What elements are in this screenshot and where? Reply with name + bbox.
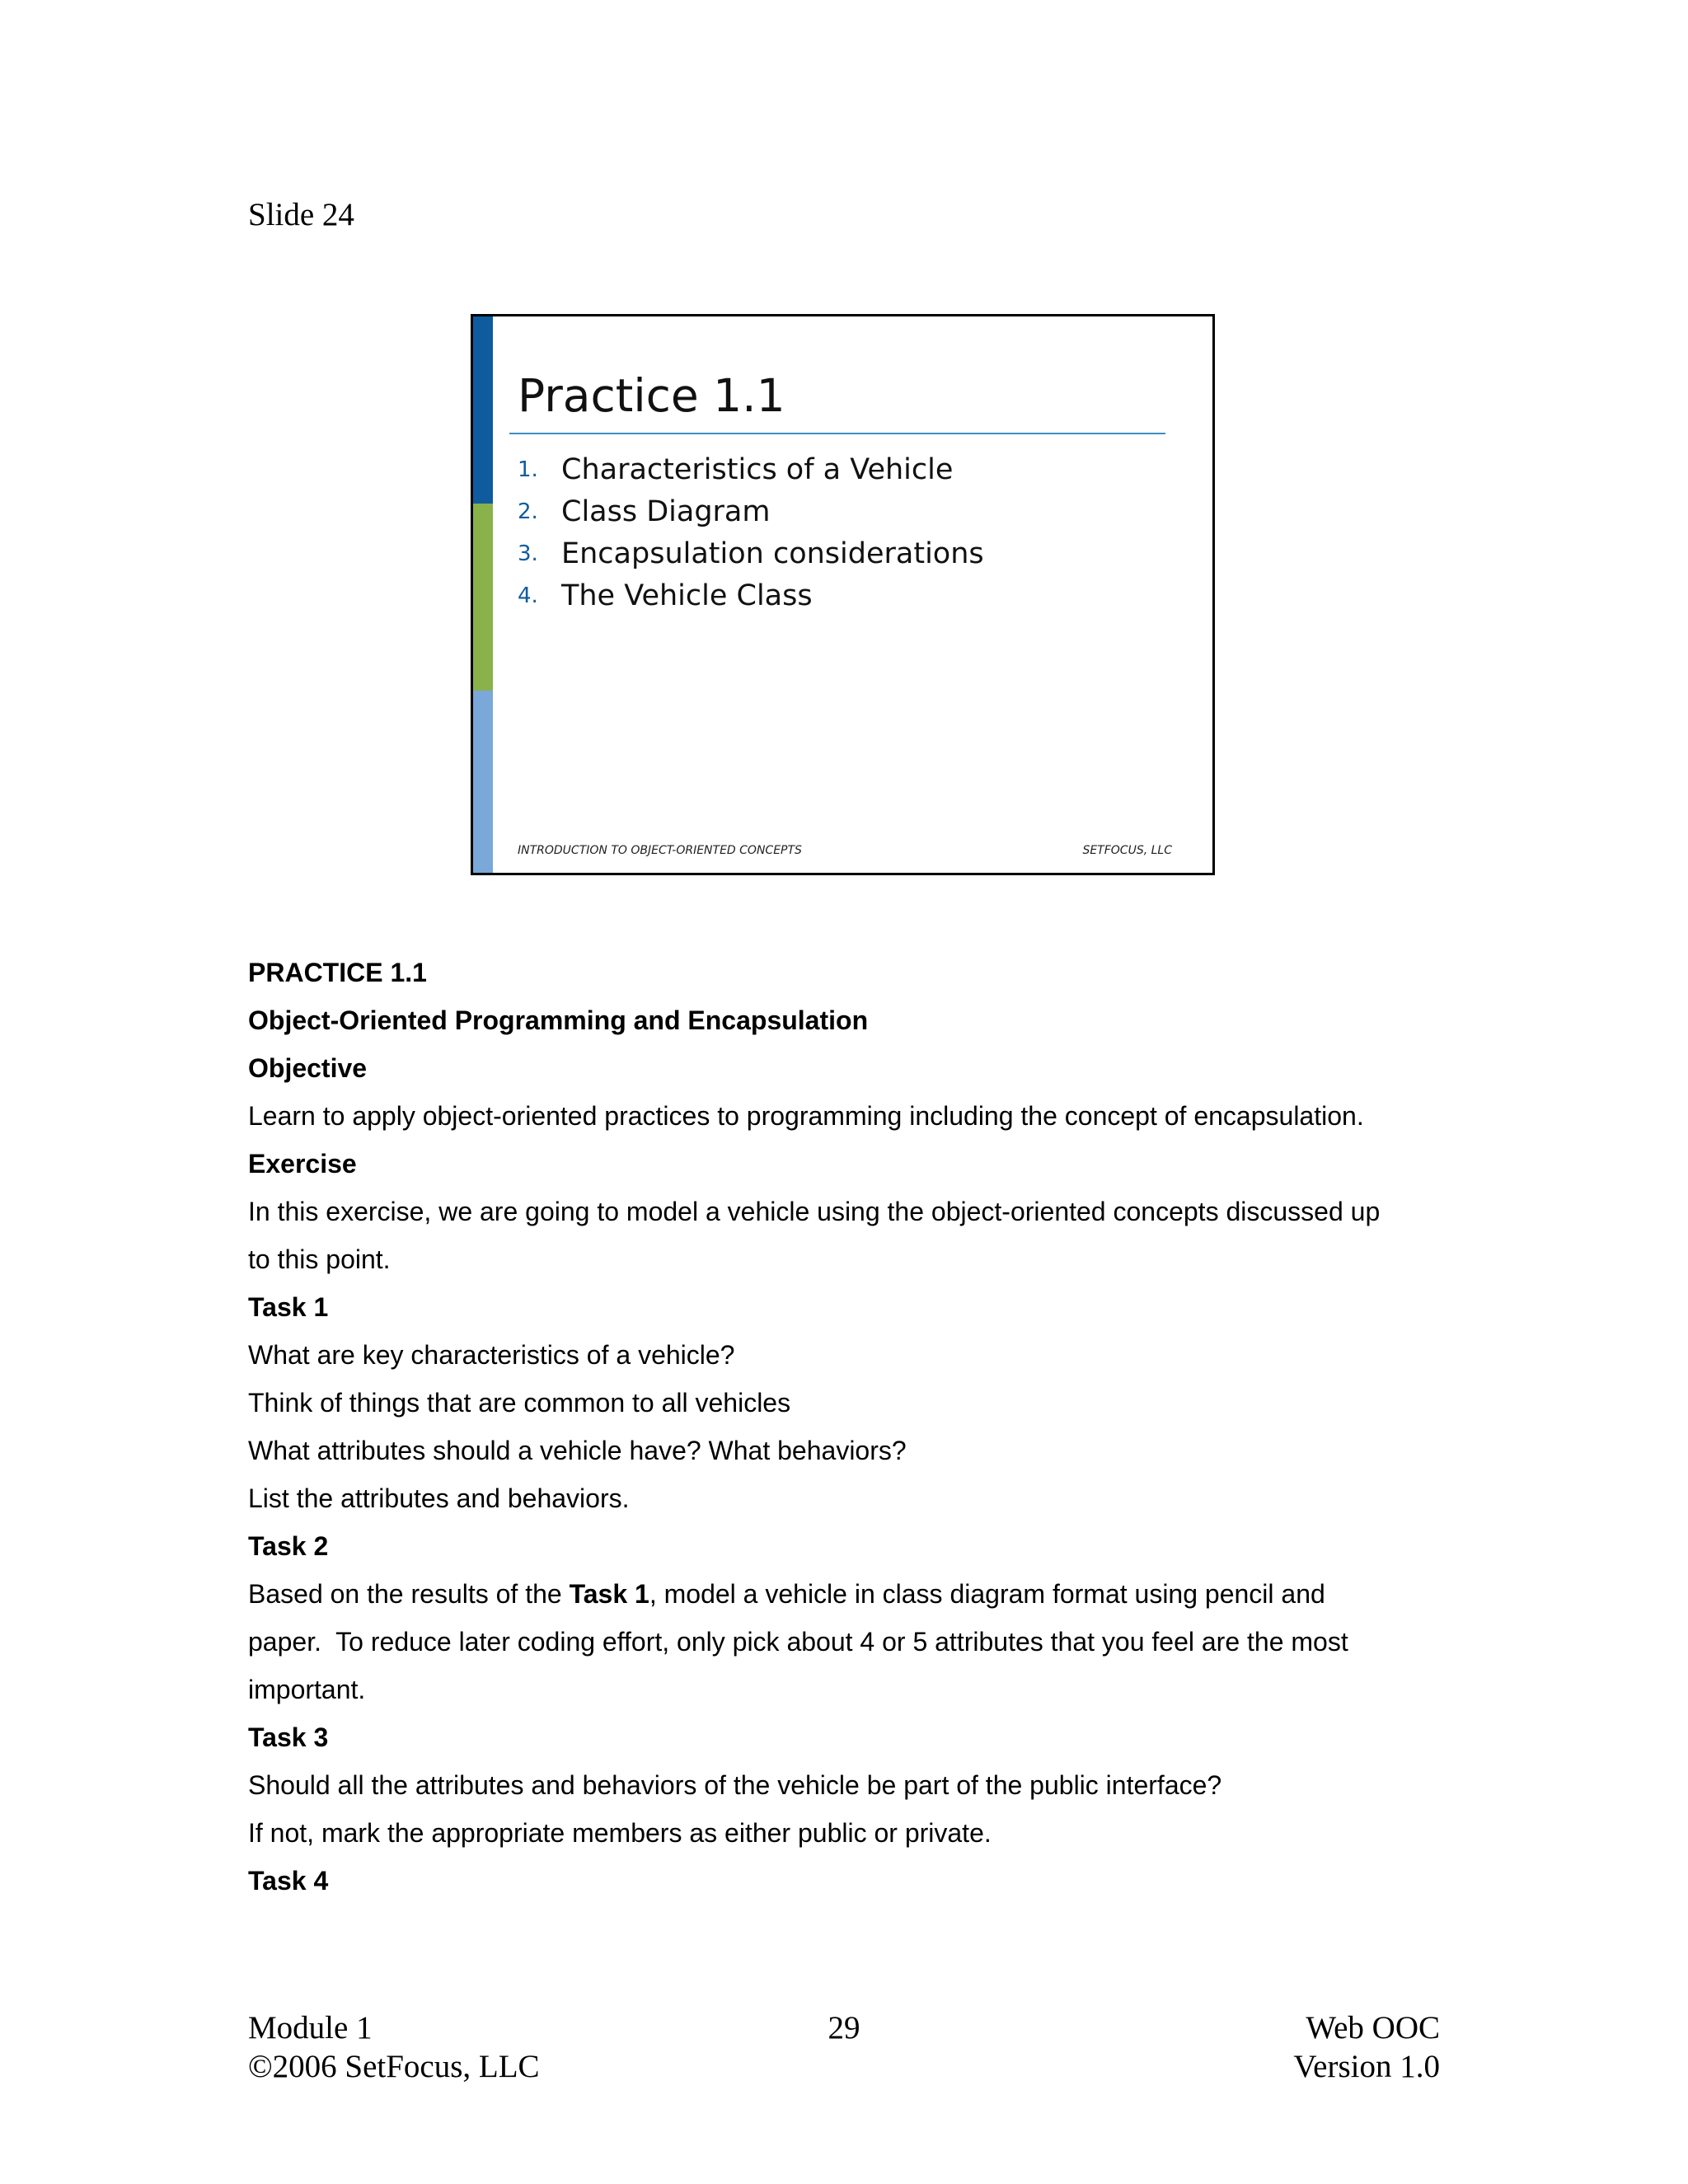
list-item	[518, 490, 984, 532]
slide-title-underline	[509, 433, 1165, 434]
footer-version: Version 1.0	[1293, 2049, 1440, 2084]
slide-footer-company: SETFOCUS, LLC	[1082, 844, 1172, 857]
footer-copyright: ©2006 SetFocus, LLC	[248, 2049, 540, 2084]
practice-heading: PRACTICE 1.1	[248, 958, 427, 987]
list-item-text: The Vehicle Class	[561, 579, 813, 612]
task1-text-line: List the attributes and behaviors.	[248, 1483, 630, 1513]
list-item-number: 4.	[518, 583, 538, 608]
task2-text-prefix: Based on the results of the	[248, 1579, 570, 1609]
list-item	[518, 574, 984, 616]
task1-text-line: What are key characteristics of a vehicle?	[248, 1340, 735, 1370]
list-item-text: Class Diagram	[561, 494, 771, 528]
slide-title: Practice 1.1	[518, 369, 785, 422]
exercise-heading: Exercise	[248, 1149, 357, 1179]
task2-text-line: paper. To reduce later coding effort, only pick about 4 or 5 attributes that you feel are the most	[248, 1627, 1348, 1657]
slide-accent-bar-lightblue	[473, 691, 493, 873]
task3-text-line: Should all the attributes and behaviors of the vehicle be part of the public interface?	[248, 1770, 1222, 1800]
exercise-text-line: to this point.	[248, 1244, 391, 1274]
objective-heading: Objective	[248, 1053, 368, 1083]
slide-accent-bar-green	[473, 504, 493, 691]
task2-text-line: important.	[248, 1675, 366, 1704]
slide-accent-bar-blue	[473, 316, 493, 504]
practice-description	[248, 949, 1451, 1905]
task1-text-line: What attributes should a vehicle have? What behaviors?	[248, 1436, 907, 1465]
list-item-number: 1.	[518, 457, 538, 482]
list-item-number: 2.	[518, 499, 538, 524]
task2-text-suffix: , model a vehicle in class diagram format using pencil and	[649, 1579, 1325, 1609]
task1-heading: Task 1	[248, 1292, 329, 1322]
task2-text-bold-reference: Task 1	[569, 1579, 649, 1609]
exercise-text-line: In this exercise, we are going to model a vehicle using the object-oriented concepts discussed up	[248, 1197, 1381, 1226]
footer-module: Module 1	[248, 2010, 373, 2046]
slide-footer-course: INTRODUCTION TO OBJECT-ORIENTED CONCEPTS	[518, 844, 802, 857]
page-footer-right	[1293, 2008, 1440, 2086]
list-item	[518, 448, 984, 490]
task3-heading: Task 3	[248, 1722, 329, 1752]
footer-course-name: Web OOC	[1306, 2010, 1440, 2046]
slide-thumbnail	[471, 314, 1215, 875]
task2-text-line	[248, 1570, 1451, 1618]
list-item-number: 3.	[518, 541, 538, 566]
list-item-text: Characteristics of a Vehicle	[561, 452, 954, 486]
page-number: 29	[828, 2010, 860, 2046]
task4-heading: Task 4	[248, 1866, 329, 1896]
task2-heading: Task 2	[248, 1531, 329, 1561]
slide-item-list	[518, 448, 984, 616]
slide-number-label: Slide 24	[248, 197, 354, 232]
task1-text-line: Think of things that are common to all vehicles	[248, 1388, 791, 1418]
task3-text-line: If not, mark the appropriate members as either public or private.	[248, 1818, 992, 1848]
list-item-text: Encapsulation considerations	[561, 537, 984, 570]
list-item	[518, 532, 984, 574]
objective-text: Learn to apply object-oriented practices to programming including the concept of encapsulation.	[248, 1101, 1364, 1131]
practice-subtitle: Object-Oriented Programming and Encapsulation	[248, 1005, 869, 1035]
